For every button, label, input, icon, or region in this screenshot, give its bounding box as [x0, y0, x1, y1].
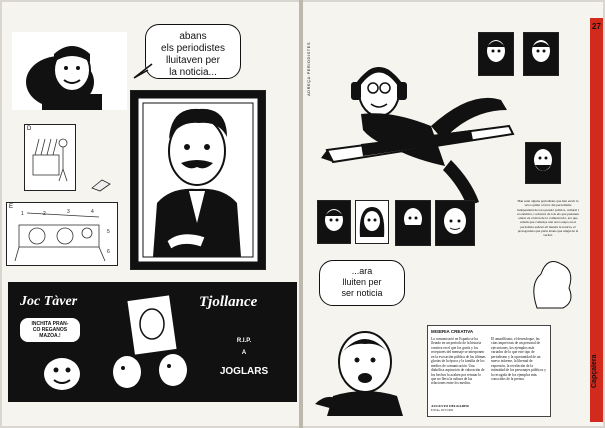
- part-number: 2: [43, 211, 46, 217]
- bubble-line: ...ara: [351, 266, 373, 276]
- politician-portrait-6: [395, 200, 431, 246]
- politician-portrait-3: [525, 142, 561, 184]
- politician-portrait-4: [317, 200, 351, 244]
- mustached-journalist-portrait: [130, 90, 266, 270]
- part-number: 5: [107, 229, 110, 235]
- engraving-panel-e: [6, 202, 118, 266]
- ink-splash-silhouette: [527, 254, 577, 310]
- politician-portrait-1: [478, 32, 514, 76]
- right-page: [303, 2, 603, 426]
- bald-face-icon: [436, 201, 474, 245]
- rip-text: A: [241, 350, 247, 356]
- face-portrait-icon: [524, 33, 558, 75]
- comic-strip: [8, 282, 297, 402]
- side-text: Han estat alguns periodistes que han escrit la seva opinió a favor del periodisme independent de tota pressió política, cultural i econòmica, i sobretot de tots els que pretenen entrar en el món de la comunicació, ara que sabem que comença una nova etapa on el periodista esdevé ell mateix la notícia, el protagonista que parla abans que ningú de la veritat.: [517, 199, 579, 237]
- comic-cell-joc-taver: [12, 286, 107, 398]
- side-text-column: [517, 199, 579, 237]
- bubble-line: la noticia...: [169, 67, 217, 78]
- article-miseria-creativa: [427, 325, 551, 417]
- part-number: 4: [91, 209, 94, 215]
- article-column-2: El amarillismo, el desenfoque, las citas imprecisas de un personal de ejecuciones, los ejemplos más variados de lo que este tipo de periodismo y la oportunidad de un nuevo informe, la libertad de expresión, la revelación de la intimidad de los personajes públicos y la recogida de los ejemplos más conocidos de la prensa.: [491, 336, 546, 381]
- panel-label: D: [27, 126, 32, 132]
- face-portrait-icon: [479, 33, 513, 75]
- comic-speech-balloon: [20, 318, 80, 342]
- speech-line: INCHITA PRAN-: [31, 321, 69, 327]
- comic-cell-photo: [109, 286, 193, 398]
- bubble-line: lluiten per: [342, 276, 382, 287]
- page-number: 27: [592, 22, 601, 31]
- cartoon-face-icon: [32, 350, 92, 396]
- speech-bubble-now: [319, 260, 405, 306]
- bubble-tail: [132, 62, 154, 80]
- article-signature: AUGUSTO DELKADER: [431, 403, 469, 408]
- bubble-line: els periodistes: [161, 43, 225, 54]
- engraving-panel-d: [24, 124, 76, 191]
- bearded-face-icon: [396, 201, 430, 245]
- masthead-tag: ADREÇA·PERIODISTES: [306, 42, 311, 96]
- bearded-face-icon: [526, 143, 560, 183]
- article-source: El País, 29/7/1992: [431, 408, 454, 413]
- politician-portrait-2: [523, 32, 559, 76]
- rip-text: JOGLARS: [219, 366, 269, 377]
- woman-face-icon: [356, 201, 388, 243]
- section-label: Capçalera: [591, 354, 598, 388]
- speech-bubble-before: [145, 24, 241, 79]
- bubble-line: lluitaven per: [166, 55, 220, 66]
- comic-title: Tjollance: [199, 294, 258, 310]
- part-number: 6: [107, 249, 110, 255]
- speech-line: MAZOA.!: [39, 333, 61, 339]
- small-document-icon: [90, 178, 112, 192]
- press-engraving-icon: [25, 125, 75, 190]
- article-title: MISERIA CREATIVA: [431, 329, 474, 334]
- mustache-man-illustration: [131, 91, 265, 269]
- panel-label: E: [9, 204, 14, 210]
- politician-portrait-7: [435, 200, 475, 246]
- comic-title: Joc Tàver: [20, 294, 78, 309]
- people-holding-portrait-illustration: [109, 286, 193, 398]
- bubble-line: abans: [179, 31, 207, 42]
- face-portrait-icon: [318, 201, 350, 243]
- part-number: 3: [67, 209, 70, 215]
- article-column-1: La comunicació en España se ha fletado en un período de la historia creativa en el que los gurús y los receptores del mensaje se interponen en la evocación pública de las últimas glorias de la época y la familia de los medios de comunicación. Una diabólica aspiración de valoración de los hechos la acaben por retratar lo que no lleva la cultura de las relaciones entre los medios.: [431, 336, 486, 386]
- rip-text: R.I.P.: [236, 338, 252, 344]
- reporter-shouting-illustration: [311, 314, 419, 416]
- part-number: 1: [21, 211, 24, 217]
- left-page: [2, 2, 299, 426]
- comic-cell-rip: [195, 286, 293, 398]
- speech-line: CO REGANOS: [32, 327, 68, 333]
- printing-press-engraving-icon: [7, 203, 117, 265]
- politician-portrait-5: [355, 200, 389, 244]
- bubble-line: ser noticia: [341, 287, 383, 298]
- reporter-portrait-illustration: [12, 32, 127, 110]
